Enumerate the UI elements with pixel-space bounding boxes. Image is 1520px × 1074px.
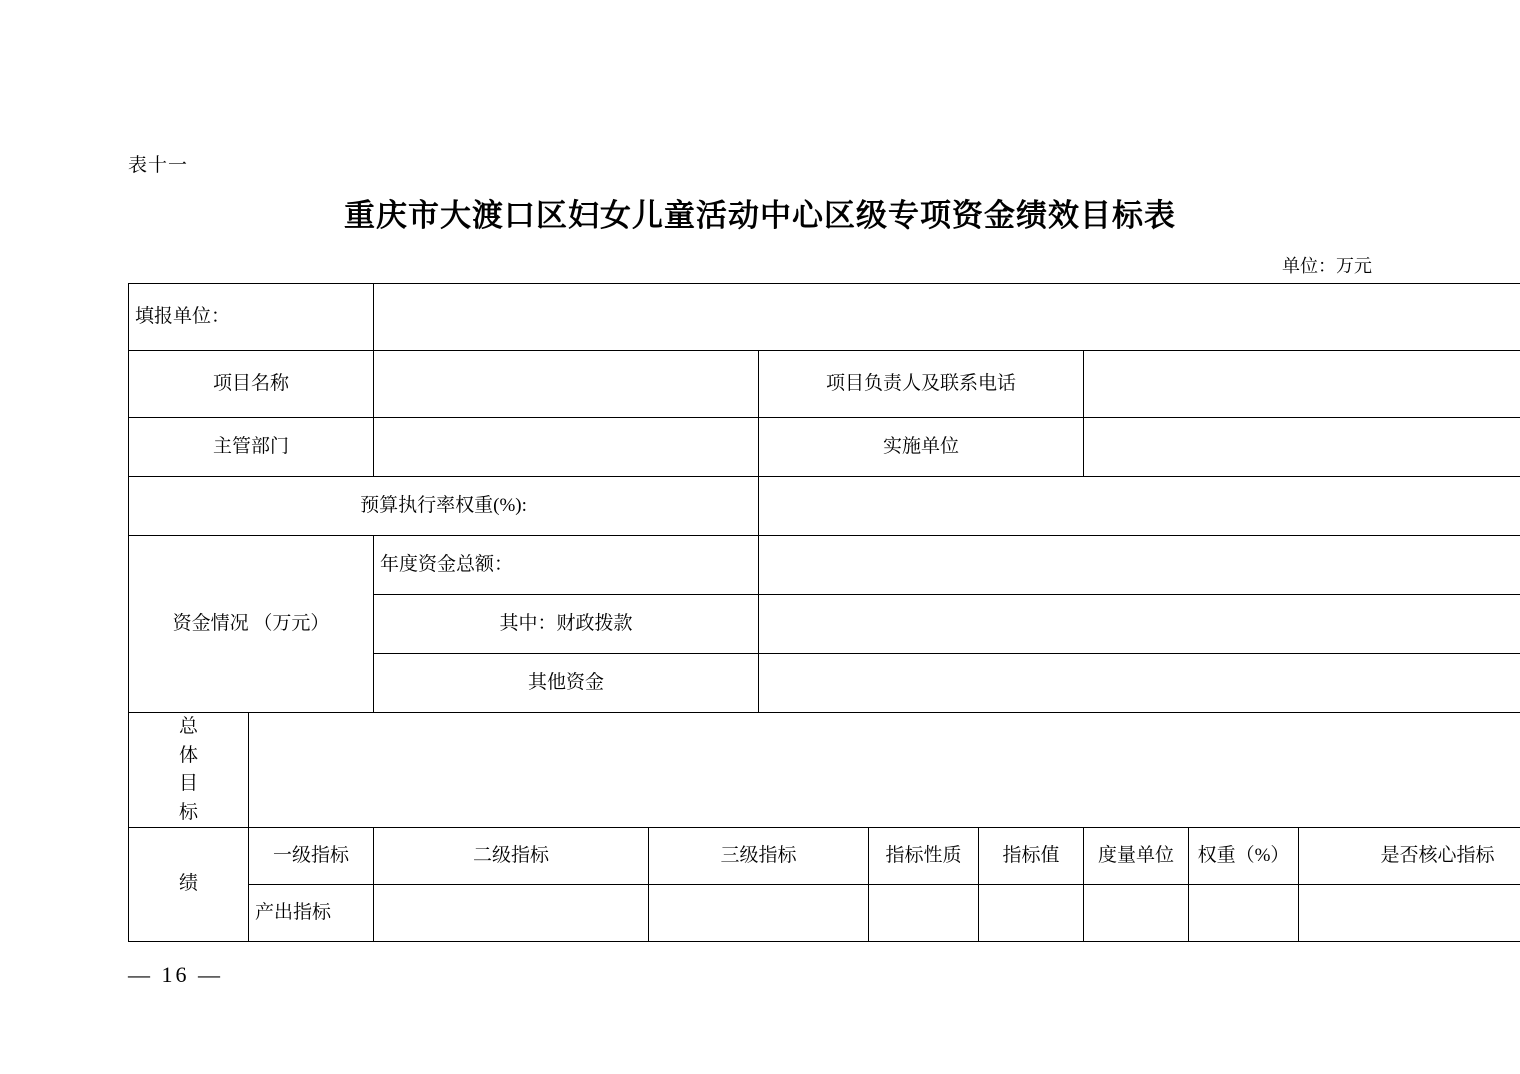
column-header-level3: 三级指标 <box>649 828 869 885</box>
budget-rate-label: 预算执行率权重(%): <box>129 477 759 536</box>
column-header-level2: 二级指标 <box>374 828 649 885</box>
table-row-reporting-unit <box>129 284 1520 351</box>
table-row-department <box>129 418 1520 477</box>
overall-goal-label-char: 体 <box>178 744 198 766</box>
table-row-output-indicator <box>129 885 1520 942</box>
reporting-unit-value[interactable] <box>374 284 1520 351</box>
cell-level1[interactable]: 产出指标 <box>249 885 374 942</box>
fund-row-value[interactable] <box>759 595 1520 654</box>
table-row-project-name <box>129 351 1520 418</box>
department-value[interactable] <box>374 418 759 477</box>
project-name-label: 项目名称 <box>129 351 374 418</box>
fund-row-label: 其中：财政拨款 <box>374 595 759 654</box>
performance-label: 绩 <box>129 828 249 942</box>
cell-core[interactable] <box>1299 885 1520 942</box>
overall-goal-label-char: 总 <box>178 716 198 737</box>
department-label: 主管部门 <box>129 418 374 477</box>
table-row-fund-total <box>129 536 1520 595</box>
overall-goal-label-char: 目 <box>178 773 198 794</box>
table-number: 表十一 <box>128 155 189 176</box>
column-header-core: 是否核心指标 <box>1299 828 1520 885</box>
budget-rate-value[interactable] <box>759 477 1520 536</box>
implementing-unit-value[interactable] <box>1084 418 1520 477</box>
table-row-overall-goal <box>129 713 1520 828</box>
overall-goal-value[interactable] <box>249 713 1520 828</box>
project-leader-label: 项目负责人及联系电话 <box>759 351 1084 418</box>
cell-level3[interactable] <box>649 885 869 942</box>
overall-goal-label-char: 标 <box>178 801 198 823</box>
fund-row-value[interactable] <box>759 536 1520 595</box>
project-name-value[interactable] <box>374 351 759 418</box>
page-number: — 16 — <box>128 962 223 987</box>
column-header-nature: 指标性质 <box>869 828 979 885</box>
page-title: 重庆市大渡口区妇女儿童活动中心区级专项资金绩效目标表 <box>344 198 1176 233</box>
fund-row-value[interactable] <box>759 654 1520 713</box>
reporting-unit-label: 填报单位： <box>129 284 374 351</box>
cell-nature[interactable] <box>869 885 979 942</box>
performance-goal-table <box>128 283 1520 942</box>
fund-label-line1: 资金情况 <box>172 612 249 634</box>
fund-situation-label <box>129 536 374 713</box>
column-header-weight: 权重（%） <box>1189 828 1299 885</box>
implementing-unit-label: 实施单位 <box>759 418 1084 477</box>
project-leader-value[interactable] <box>1084 351 1520 418</box>
overall-goal-label <box>129 713 249 828</box>
fund-row-label: 其他资金 <box>374 654 759 713</box>
column-header-unit: 度量单位 <box>1084 828 1189 885</box>
cell-weight[interactable] <box>1189 885 1299 942</box>
column-header-level1: 一级指标 <box>249 828 374 885</box>
fund-row-label: 年度资金总额： <box>374 536 759 595</box>
cell-level2[interactable] <box>374 885 649 942</box>
table-row-indicator-header <box>129 828 1520 885</box>
table-row-budget-rate <box>129 477 1520 536</box>
cell-unit[interactable] <box>1084 885 1189 942</box>
fund-label-line2: （万元） <box>253 612 330 634</box>
unit-note: 单位：万元 <box>1282 256 1372 276</box>
column-header-value: 指标值 <box>979 828 1084 885</box>
cell-value[interactable] <box>979 885 1084 942</box>
